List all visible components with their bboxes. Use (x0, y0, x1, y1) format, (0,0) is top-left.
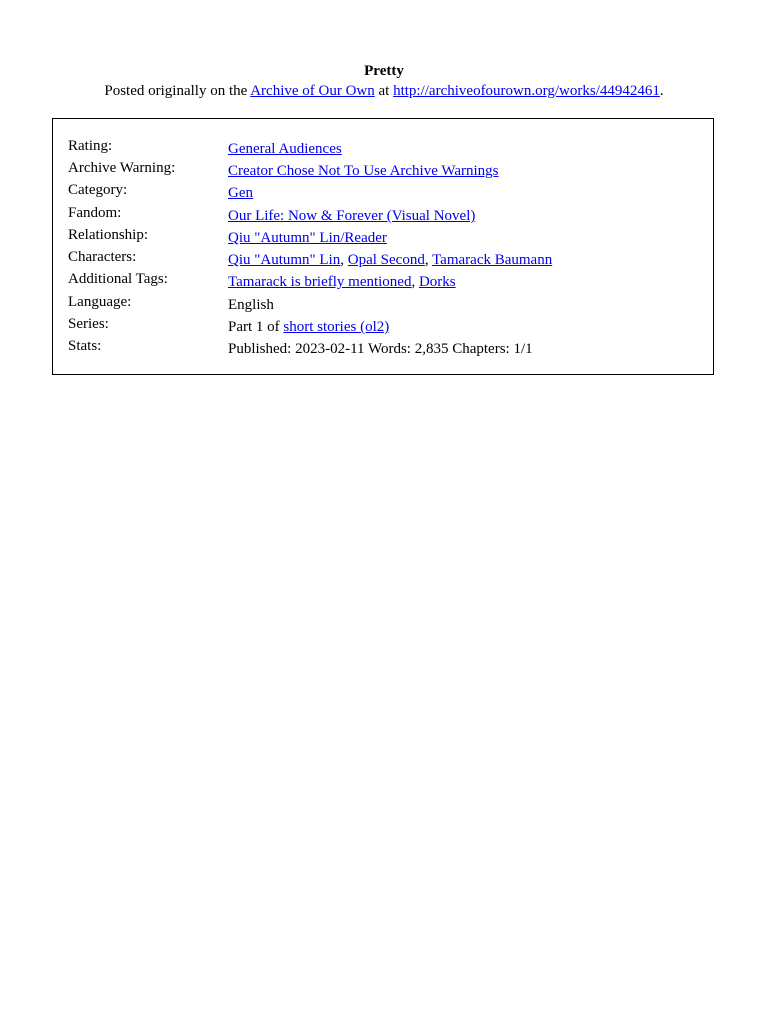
character-link[interactable]: Opal Second (347, 252, 425, 268)
tags-label: Additional Tags: (68, 271, 168, 287)
fandom-label: Fandom: (68, 205, 122, 221)
meta-row-rating (68, 137, 708, 159)
meta-row-warning (68, 159, 708, 181)
series-label: Series: (68, 316, 109, 332)
stats-value: Published: 2023-02-11 Words: 2,835 Chapters: 1/1 (228, 341, 533, 357)
posted-middle: at (374, 83, 394, 99)
meta-row-tags (68, 270, 708, 292)
separator: , (411, 274, 419, 290)
language-label: Language: (68, 294, 132, 310)
series-link[interactable]: short stories (ol2) (283, 319, 390, 335)
meta-row-relationship (68, 226, 708, 248)
character-link[interactable]: Tamarack Baumann (432, 252, 553, 268)
work-title: Pretty (364, 63, 404, 79)
category-label: Category: (68, 182, 128, 198)
series-prefix: Part 1 of (228, 319, 284, 335)
relationship-link[interactable]: Qiu "Autumn" Lin/Reader (228, 230, 387, 246)
relationship-label: Relationship: (68, 227, 148, 243)
posted-line (0, 82, 768, 100)
characters-label: Characters: (68, 249, 137, 265)
rating-label: Rating: (68, 138, 113, 154)
meta-row-stats (68, 337, 708, 359)
stats-label: Stats: (68, 338, 102, 354)
rating-link[interactable]: General Audiences (228, 141, 342, 157)
separator: , (340, 252, 348, 268)
meta-row-fandom (68, 204, 708, 226)
language-value: English (228, 297, 274, 313)
tag-link[interactable]: Dorks (418, 274, 456, 290)
warning-link[interactable]: Creator Chose Not To Use Archive Warnings (228, 163, 499, 179)
work-url-link[interactable]: http://archiveofourown.org/works/44942461 (393, 83, 660, 99)
archive-link[interactable]: Archive of Our Own (250, 83, 375, 99)
separator: , (424, 252, 433, 268)
tag-link[interactable]: Tamarack is briefly mentioned (228, 274, 412, 290)
warning-label: Archive Warning: (68, 160, 176, 176)
meta-row-language (68, 293, 708, 315)
category-link[interactable]: Gen (228, 185, 253, 201)
character-link[interactable]: Qiu "Autumn" Lin (228, 252, 341, 268)
meta-row-characters (68, 248, 708, 270)
posted-prefix: Posted originally on the (104, 83, 251, 99)
meta-row-series (68, 315, 708, 337)
meta-row-category (68, 181, 708, 203)
posted-suffix: . (659, 83, 664, 99)
fandom-link[interactable]: Our Life: Now & Forever (Visual Novel) (228, 208, 476, 224)
work-metadata-box (52, 118, 714, 375)
